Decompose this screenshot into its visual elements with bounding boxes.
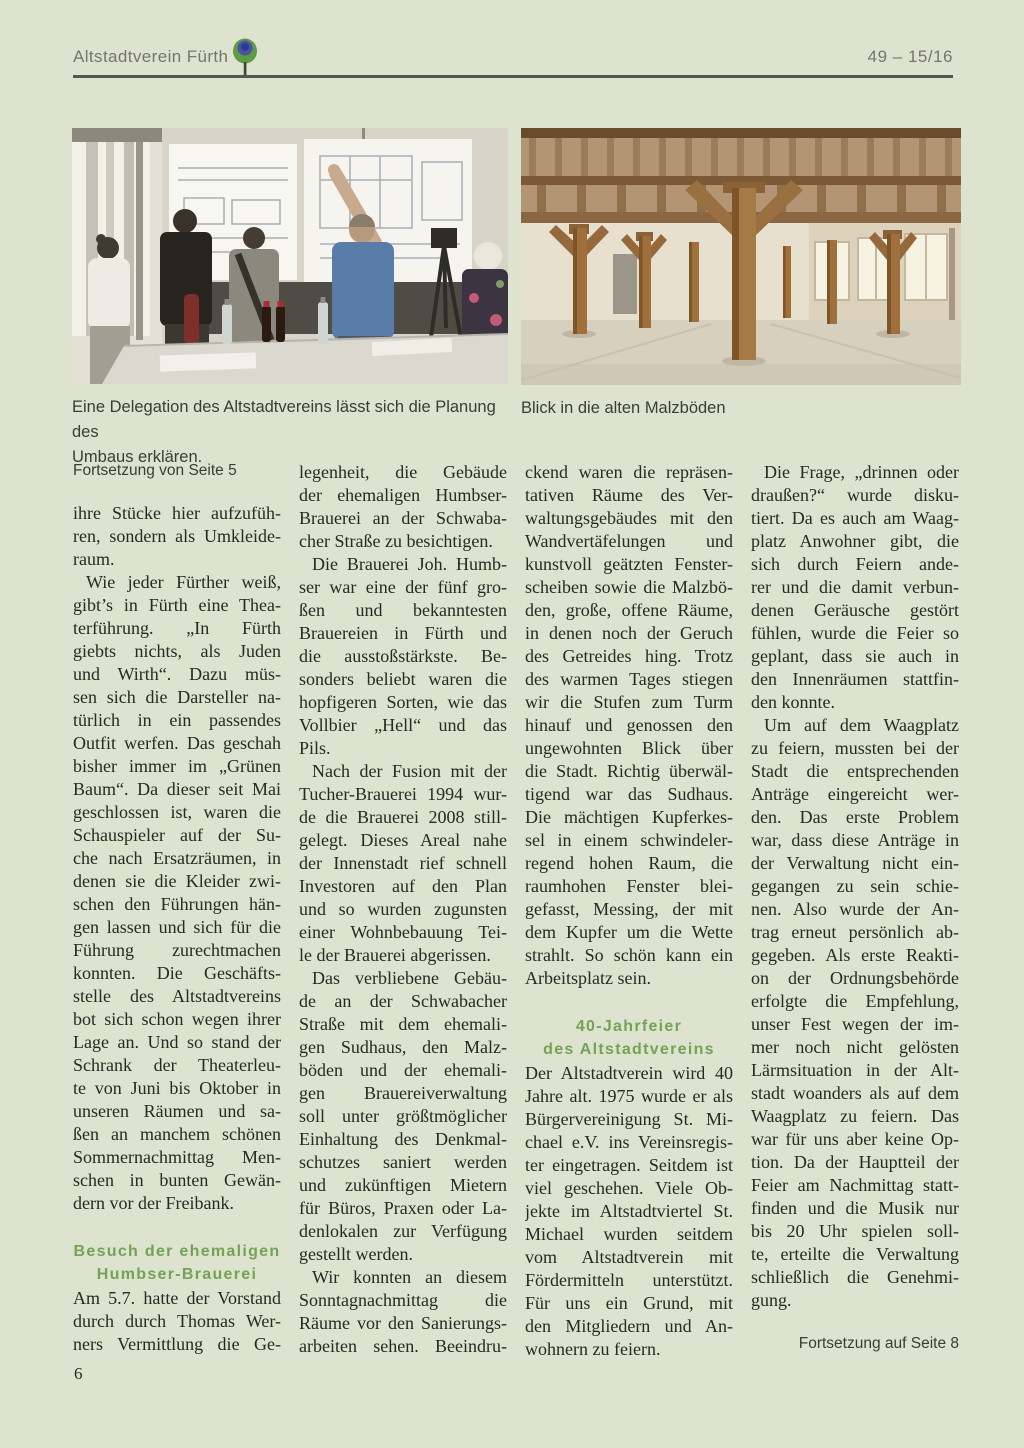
pagelink-line: Fortsetzung auf Seite 8 <box>798 1335 959 1352</box>
text-line: denlokalen zur Verfügung <box>299 1221 507 1241</box>
text-line: böden und der ehemali- <box>299 1060 507 1080</box>
text-line: hinauf und genossen den <box>525 715 733 735</box>
text-line: in denen noch der Geruch <box>525 623 733 643</box>
heading-line: 40-Jahrfeier <box>575 1018 683 1035</box>
text-line: de die Brauerei 2008 still- <box>299 807 507 827</box>
caption-line: Eine Delegation des Altstadtvereins lässt sich die Planung des <box>72 398 496 441</box>
text-line: gen lassen und sich für die <box>73 917 281 937</box>
text-line: für Büros, Praxen oder La- <box>299 1198 507 1218</box>
text-line: Fördermitteln unterstützt. <box>525 1270 733 1290</box>
text-line: Einhaltung des Denkmal- <box>299 1129 507 1149</box>
text-line: sonders beliebt waren die <box>299 669 507 689</box>
text-line: die Stadt. Richtig überwäl- <box>525 761 733 781</box>
text-line: Stadt die entsprechenden <box>751 761 959 781</box>
text-line: geplant, dass sie auch in <box>751 646 959 666</box>
text-line: ckend waren die repräsen- <box>525 462 733 482</box>
text-line: viel geschehen. Viele Ob- <box>525 1178 733 1198</box>
text-line: terführung. „In Fürth <box>73 618 281 638</box>
plan-sheets <box>169 128 472 282</box>
text-line: Sonntagnachmittag die <box>299 1290 507 1310</box>
text-line: und so wurden zugunsten <box>299 899 507 919</box>
text-line: giebts nichts, als Juden <box>73 641 281 661</box>
text-line: Schrank der Theaterleu- <box>73 1055 281 1075</box>
text-line: der Innenstadt rief schnell <box>299 853 507 873</box>
text-line: sich durch Feiern ande- <box>751 554 959 574</box>
header-rule <box>73 75 953 78</box>
text-line: unser Fest wegen der im- <box>751 1014 959 1034</box>
text-line: tativen Räume des Ver- <box>525 485 733 505</box>
text-line: erfolgte die Empfehlung, <box>751 991 959 1011</box>
text-line: sen sich die Darsteller na- <box>73 687 281 707</box>
text-line: platz Anwohner gibt, die <box>751 531 959 551</box>
heading-line: des Altstadtvereins <box>543 1041 715 1058</box>
text-line: Lage an. Und so stand der <box>73 1032 281 1052</box>
text-line: tion. Da der Hauptteil der <box>751 1152 959 1172</box>
text-line: und zukünftigen Mietern <box>299 1175 507 1195</box>
text-line: gibt’s in Fürth eine Thea- <box>73 595 281 615</box>
figure-malt-floor <box>521 128 961 421</box>
text-line: gegeben. Als erste Reakti- <box>751 945 959 965</box>
malt-floor-photo <box>521 128 961 385</box>
text-line: Outfit werfen. Das geschah <box>73 733 281 753</box>
figure-caption <box>521 396 961 421</box>
text-line: unseren Räumen und sa- <box>73 1101 281 1121</box>
text-line: Wie jeder Fürther weiß, <box>86 572 281 592</box>
text-line: den Innenräumen stattfin- <box>751 669 959 689</box>
text-line: ungewohnten Blick über <box>525 738 733 758</box>
text-line: bisher immer im „Grünen <box>73 756 281 776</box>
text-line: Die mächtigen Kupferkes- <box>525 807 733 827</box>
text-line: Bürgervereinigung St. Mi- <box>525 1109 733 1129</box>
continuation-to-note <box>751 1334 959 1354</box>
text-line: sel in einem schwindeler- <box>525 830 733 850</box>
text-line: Investoren auf den Plan <box>299 876 507 896</box>
text-line: ners Vermittlung die Ge- <box>73 1334 281 1354</box>
tree-icon <box>227 36 263 78</box>
text-line: und Wirth“. Dazu müs- <box>73 664 281 684</box>
text-line: Für uns ein Grund, mit <box>525 1293 733 1313</box>
delegation-photo <box>72 128 508 384</box>
text-line: chael e.V. ins Vereinsregis- <box>525 1132 733 1152</box>
text-line: Arbeitsplatz sein. <box>525 968 651 988</box>
text-line: hopfigeren Sorten, wie das <box>299 692 507 712</box>
text-line: vom Altstadtverein mit <box>525 1247 733 1267</box>
text-line: regend hohen Raum, die <box>525 853 733 873</box>
text-line: cher Straße zu besichtigen. <box>299 531 493 551</box>
text-line: gelegt. Dieses Areal nahe <box>299 830 507 850</box>
text-line: strahlt. So schön kann ein <box>525 945 733 965</box>
heading-line: Besuch der ehemaligen <box>73 1243 281 1260</box>
page-number: 6 <box>74 1364 83 1383</box>
text-line: bot sich schon wegen ihrer <box>73 1009 281 1029</box>
text-line: den konnte. <box>751 692 835 712</box>
text-line: stadt woanders als auf dem <box>751 1083 959 1103</box>
text-line: Tucher-Brauerei 1994 wur- <box>299 784 507 804</box>
text-line: den, große, offene Räume, <box>525 600 733 620</box>
header-brand: Altstadtverein Fürth <box>73 47 229 66</box>
text-line: draußen?“ wurde disku- <box>751 485 959 505</box>
text-line: den. Das erste Problem <box>751 807 959 827</box>
text-line: den Mitgliedern und An- <box>525 1316 733 1336</box>
text-line: scheiben sowie die Malzbö- <box>525 577 733 597</box>
text-line: te von Juni bis Oktober in <box>73 1078 281 1098</box>
article-columns <box>73 461 959 1361</box>
text-line: raumhohen Fenster blei- <box>525 876 733 896</box>
text-line: schen in bunten Gewän- <box>73 1170 281 1190</box>
text-line: rer und die damit verbun- <box>751 577 959 597</box>
text-line: ren, sondern als Umkleide- <box>73 526 281 546</box>
text-line: war für uns aber keine Op- <box>751 1129 959 1149</box>
text-line: Das verbliebene Gebäu- <box>312 968 507 988</box>
text-line: jekte im Altstadtviertel St. <box>525 1201 733 1221</box>
text-line: ter eingetragen. Seitdem ist <box>525 1155 733 1175</box>
text-line: des Getreides hing. Trotz <box>525 646 733 666</box>
text-line: der ehemaligen Humbser- <box>299 485 507 505</box>
text-line: denen sie die Kleider zwi- <box>73 871 281 891</box>
text-line: Anträge eingereicht wer- <box>751 784 959 804</box>
text-line: Um auf dem Waagplatz <box>764 715 959 735</box>
text-line: Brauerei an der Schwaba- <box>299 508 507 528</box>
text-line: Brauereien in Fürth und <box>299 623 507 643</box>
text-line: arbeiten sehen. Beeindru- <box>299 1336 507 1356</box>
text-line: soll unter größtmöglicher <box>299 1106 507 1126</box>
text-line: tigend war das Sudhaus. <box>525 784 733 804</box>
article-column <box>751 461 959 1361</box>
text-line: Am 5.7. hatte der Vorstand <box>73 1288 281 1308</box>
text-line: waltungsgebäudes mit den <box>525 508 733 528</box>
text-line: tiert. Da es auch am Waag- <box>751 508 959 528</box>
heading-line: Humbser-Brauerei <box>96 1266 258 1283</box>
article-column <box>299 461 507 1361</box>
text-line: de an der Schwabacher <box>299 991 507 1011</box>
text-line: ser war eine der fünf gro- <box>299 577 507 597</box>
text-line: ihre Stücke hier aufzufüh- <box>73 503 281 523</box>
text-line: Wandvertäfelungen und <box>525 531 733 551</box>
text-line: die ausstoßstärkste. Be- <box>299 646 507 666</box>
text-line: der Verwaltung nicht ein- <box>751 853 959 873</box>
text-line: on der Ordnungsbehörde <box>751 968 959 988</box>
text-line: le der Brauerei abgerissen. <box>299 945 491 965</box>
text-line: mer noch nicht gelösten <box>751 1037 959 1057</box>
text-line: durch durch Thomas Wer- <box>73 1311 281 1331</box>
meta-line: Fortsetzung von Seite 5 <box>73 462 237 479</box>
text-line: nen. Also wurde der An- <box>751 899 959 919</box>
caption-line: Umbaus erklären. <box>72 448 203 466</box>
text-line: Vollbier „Hell“ und das <box>299 715 507 735</box>
text-line: Pils. <box>299 738 331 758</box>
text-line: konnten. Die Geschäfts- <box>73 963 281 983</box>
text-line: Führung zurechtmachen <box>73 940 281 960</box>
text-line: Sommernachmittag Men- <box>73 1147 281 1167</box>
text-line: wir die Stufen zum Turm <box>525 692 733 712</box>
text-line: des warmen Tages stiegen <box>525 669 733 689</box>
text-line: gung. <box>751 1290 792 1310</box>
text-line: Der Altstadtverein wird 40 <box>525 1063 733 1083</box>
article-column <box>73 461 281 1361</box>
text-line: wohnern zu feiern. <box>525 1339 661 1359</box>
text-line: schen den Führungen hän- <box>73 894 281 914</box>
text-line: gen Sudhaus, den Malz- <box>299 1037 507 1057</box>
text-line: Schauspieler auf der Su- <box>73 825 281 845</box>
figure-delegation <box>72 128 508 470</box>
text-line: Wir konnten an diesem <box>312 1267 507 1287</box>
text-line: zu feiern, mussten bei der <box>751 738 959 758</box>
text-line: gegangen zu sein schie- <box>751 876 959 896</box>
section-heading <box>73 1240 281 1286</box>
text-line: gestellt werden. <box>299 1244 413 1264</box>
text-line: gefasst, Messing, der mit <box>525 899 733 919</box>
text-line: raum. <box>73 549 115 569</box>
text-line: Räume vor den Sanierungs- <box>299 1313 507 1333</box>
text-line: war, dass diese Anträge in <box>751 830 959 850</box>
text-line: dem Kupfer um die Wette <box>525 922 733 942</box>
text-line: Waagplatz zu feiern. Das <box>751 1106 959 1126</box>
text-line: dern vor der Freibank. <box>73 1193 234 1213</box>
text-line: einer Wohnbebauung Tei- <box>299 922 507 942</box>
text-line: legenheit, die Gebäude <box>299 462 507 482</box>
text-line: Nach der Fusion mit der <box>312 761 507 781</box>
text-line: gen Brauereiverwaltung <box>299 1083 507 1103</box>
text-line: che nach Ersatzräumen, in <box>73 848 281 868</box>
text-line: Die Brauerei Joh. Humb- <box>312 554 507 574</box>
text-line: Michael wurden seitdem <box>525 1224 733 1244</box>
text-line: schließlich die Genehmi- <box>751 1267 959 1287</box>
figure-caption <box>72 395 508 470</box>
text-line: denen Geräusche gestört <box>751 600 959 620</box>
section-heading <box>525 1015 733 1061</box>
text-line: fühlen, wurde die Feier so <box>751 623 959 643</box>
text-line: Jahre alt. 1975 wurde er als <box>525 1086 733 1106</box>
article-column <box>525 461 733 1361</box>
text-line: te, erteilte die Verwaltung <box>751 1244 959 1264</box>
caption-line: Blick in die alten Malzböden <box>521 399 726 417</box>
text-line: geschlossen ist, waren die <box>73 802 281 822</box>
text-line: Die Frage, „drinnen oder <box>764 462 959 482</box>
text-line: Lärmsituation in der Alt- <box>751 1060 959 1080</box>
text-line: stelle des Altstadtvereins <box>73 986 281 1006</box>
text-line: Feier am Nachmittag statt- <box>751 1175 959 1195</box>
text-line: Straße mit dem ehemali- <box>299 1014 507 1034</box>
text-line: ßen an manchem schönen <box>73 1124 281 1144</box>
text-line: finden und die Musik nur <box>751 1198 959 1218</box>
text-line: trag erneut persönlich ab- <box>751 922 959 942</box>
text-line: schutzes saniert werden <box>299 1152 507 1172</box>
text-line: kunstvoll geätzten Fenster- <box>525 554 733 574</box>
header-issue-number: 49 – 15/16 <box>867 47 953 66</box>
continuation-from-note <box>73 461 281 481</box>
text-line: Baum“. Da dieser seit Mai <box>73 779 281 799</box>
text-line: ßen und bekanntesten <box>299 600 507 620</box>
text-line: türlich in ein passendes <box>73 710 281 730</box>
text-line: bis 20 Uhr spielen soll- <box>751 1221 959 1241</box>
